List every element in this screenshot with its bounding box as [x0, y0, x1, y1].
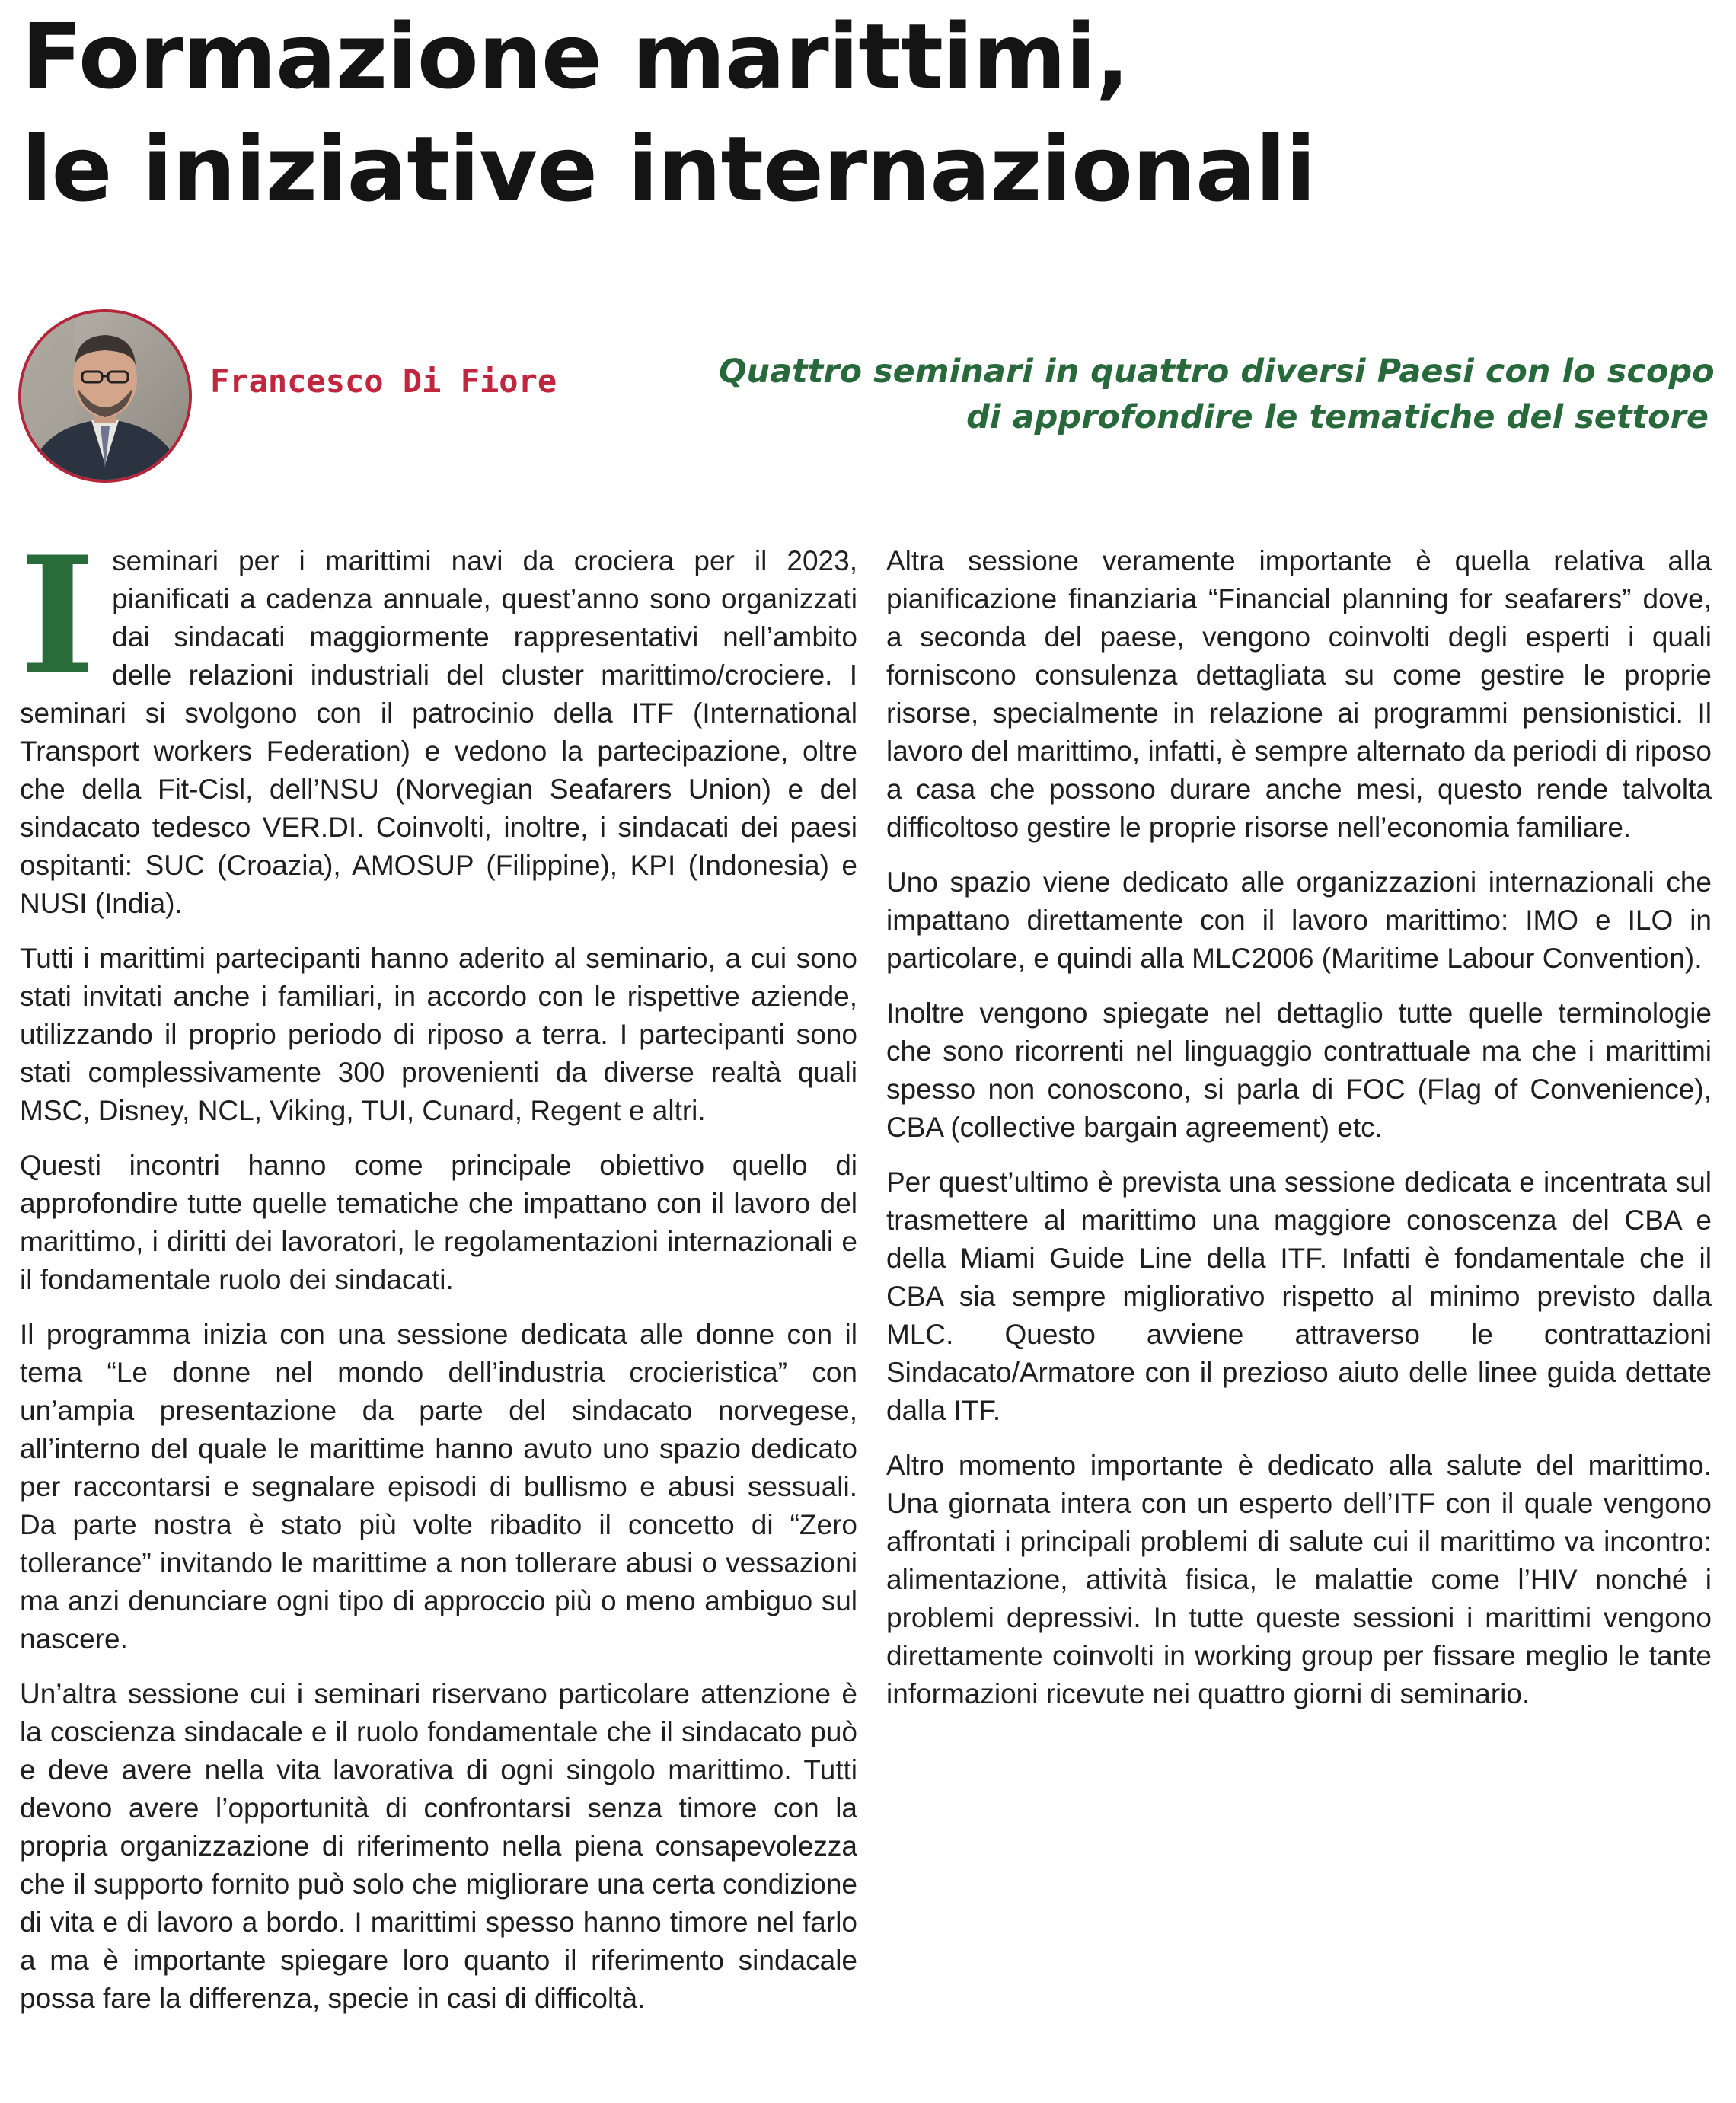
article-subtitle: [719, 349, 1715, 440]
paragraph: Tutti i marittimi partecipanti hanno aderito al seminario, a cui sono stati invitati anche i familiari, in accordo con le rispettive aziende, utilizzando il proprio periodo di riposo a terra. I partecipanti sono stati complessivamente 300 provenienti da diverse realtà quali MSC, Disney, NCL, Viking, TUI, Cunard, Regent e altri.: [20, 943, 857, 1126]
drop-cap: I: [20, 521, 96, 710]
author-avatar: [18, 309, 192, 483]
paragraph: [20, 521, 857, 923]
article-title-line-1: Formazione marittimi,: [21, 4, 1129, 109]
article-subtitle-line-1: Quattro seminari in quattro diversi Paesi con lo scopo: [719, 353, 1715, 391]
paragraph-text: seminari per i marittimi navi da crociera per il 2023, pianificati a cadenza annuale, quest’anno sono organizzati dai sindacati maggiormente rappresentativi nell’ambito delle relazioni industriali del cluster marittimo/crociere. I seminari si svolgono con il patrocinio della ITF (International Transport workers Federation) e vedono la partecipazione, oltre che della Fit-Cisl, dell’NSU (Norvegian Seafarers Union) e del sindacato tedesco VER.DI. Coinvolti, inoltre, i sindacati dei paesi ospitanti: SUC (Croazia), AMOSUP (Filippine), KPI (Indonesia) e NUSI (India).: [20, 545, 857, 919]
article-column-right: [886, 542, 1712, 1730]
paragraph: Altra sessione veramente importante è quella relativa alla pianificazione finanziaria “Financial planning for seafarers” dove, a seconda del paese, vengono coinvolti degli esperti i quali forniscono consulenza dettagliata su come gestire le proprie risorse, specialmente in relazione ai programmi pensionistici. Il lavoro del marittimo, infatti, è sempre alternato da periodi di riposo a casa che possono durare anche mesi, questo rende talvolta difficoltoso gestire le proprie risorse nell’economia familiare.: [886, 545, 1712, 843]
article-title: [21, 0, 1712, 225]
paragraph: Il programma inizia con una sessione dedicata alle donne con il tema “Le donne nel mondo dell’industria crocieristica” con un’ampia presentazione da parte del sindacato norvegese, all’interno del quale le marittime hanno avuto uno spazio dedicato per raccontarsi e segnalare episodi di bullismo e abusi sessuali. Da parte nostra è stato più volte ribadito il concetto di “Zero tollerance” invitando le marittime a non tollerare abusi o vessazioni ma anzi denunciare ogni tipo di approccio più o meno ambiguo sul nascere.: [20, 1319, 857, 1655]
paragraph: Questi incontri hanno come principale obiettivo quello di approfondire tutte quelle tematiche che impattano con il lavoro del marittimo, i diritti dei lavoratori, le regolamentazioni internazionali e il fondamentale ruolo dei sindacati.: [20, 1150, 857, 1295]
paragraph: Inoltre vengono spiegate nel dettaglio tutte quelle terminologie che sono ricorrenti nel linguaggio contrattuale ma che i marittimi spesso non conoscono, si parla di FOC (Flag of Convenience), CBA (collective bargain agreement) etc.: [886, 997, 1712, 1143]
article-subtitle-line-2: di approfondire le tematiche del settore: [966, 398, 1709, 436]
article-title-line-2: le iniziative internazionali: [21, 116, 1316, 222]
paragraph: Per quest’ultimo è prevista una sessione dedicata e incentrata sul trasmettere al marittimo una maggiore conoscenza del CBA e della Miami Guide Line della ITF. Infatti è fondamentale che il CBA sia sempre migliorativo rispetto al minimo previsto dalla MLC. Questo avviene attraverso le contrattazioni Sindacato/Armatore con il prezioso aiuto delle linee guida dettate dalla ITF.: [886, 1166, 1712, 1426]
article-column-left: [20, 521, 857, 2034]
paragraph: Un’altra sessione cui i seminari riservano particolare attenzione è la coscienza sindacale e il ruolo fondamentale che il sindacato può e deve avere nella vita lavorativa di ogni singolo marittimo. Tutti devono avere l’opportunità di confrontarsi senza timore con la propria organizzazione di riferimento nella piena consapevolezza che il supporto fornito può solo che migliorare una certa condizione di vita e di lavoro a bordo. I marittimi spesso hanno timore nel farlo a ma è importante spiegare loro quanto il riferimento sindacale possa fare la differenza, specie in casi di difficoltà.: [20, 1678, 857, 2014]
paragraph: Uno spazio viene dedicato alle organizzazioni internazionali che impattano direttamente con il lavoro marittimo: IMO e ILO in particolare, e quindi alla MLC2006 (Maritime Labour Convention).: [886, 866, 1712, 974]
paragraph: Altro momento importante è dedicato alla salute del marittimo. Una giornata intera con un esperto dell’ITF con il quale vengono affrontati i principali problemi di salute cui il marittimo va incontro: alimentazione, attività fisica, le malattie come l’HIV nonché i problemi depressivi. In tutte queste sessioni i marittimi vengono direttamente coinvolti in working group per fissare meglio le tante informazioni ricevute nei quattro giorni di seminario.: [886, 1450, 1712, 1709]
author-name: Francesco Di Fiore: [210, 362, 557, 400]
